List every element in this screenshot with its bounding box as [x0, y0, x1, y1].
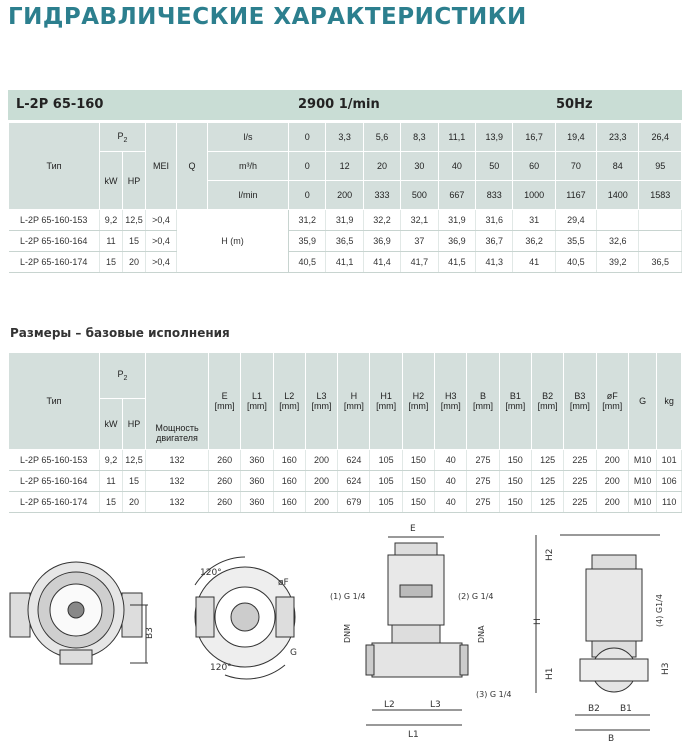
label-b3: B3	[145, 627, 155, 639]
dim-col-unit: [mm]	[408, 401, 429, 411]
kw-cell: 9,2	[100, 450, 123, 471]
type-cell: L-2P 65-160-164	[9, 471, 100, 492]
label-b1: B1	[620, 704, 632, 714]
dim-cell: 105	[370, 471, 402, 492]
label-h: H	[533, 618, 543, 625]
label-g1: (1) G 1/4	[330, 592, 366, 601]
dim-cell: 150	[499, 450, 531, 471]
dim-col-name: H	[350, 391, 358, 401]
flow-cell: 8,3	[401, 123, 438, 152]
dim-cell: 200	[305, 471, 337, 492]
kg-cell: 101	[657, 450, 682, 471]
kw-cell: 15	[100, 492, 123, 513]
head-cell: 32,2	[363, 210, 400, 231]
label-h1: H1	[545, 667, 555, 680]
dim-cell: 40	[435, 492, 467, 513]
dim-cell: 225	[564, 471, 596, 492]
flow-cell: 667	[438, 181, 475, 210]
flow-cell: 13,9	[476, 123, 513, 152]
dim-col-header	[305, 353, 337, 450]
head-cell: 41,7	[401, 252, 438, 273]
head-cell: 37	[401, 231, 438, 252]
label-b: B	[608, 734, 615, 744]
head-cell: 35,9	[289, 231, 326, 252]
label-g4: (4) G1/4	[655, 594, 664, 627]
label-b2: B2	[588, 704, 600, 714]
mei-cell: >0,4	[146, 252, 177, 273]
head-cell	[596, 210, 638, 231]
dim-cell: 160	[273, 492, 305, 513]
flow-cell: 70	[555, 152, 596, 181]
dim-col-name: L3	[316, 391, 327, 401]
head-cell: 39,2	[596, 252, 638, 273]
flow-cell: 84	[596, 152, 638, 181]
flow-cell: 30	[401, 152, 438, 181]
head-cell: 36,9	[363, 231, 400, 252]
flow-cell: 20	[363, 152, 400, 181]
dim-cell: 260	[209, 450, 241, 471]
dim-col-header	[402, 353, 434, 450]
type-cell: L-2P 65-160-153	[9, 210, 100, 231]
label-g2: (2) G 1/4	[458, 592, 494, 601]
head-cell: 31	[513, 210, 555, 231]
dim-col-header	[435, 353, 467, 450]
dim-cell: 105	[370, 450, 402, 471]
dim-col-name: L1	[251, 391, 262, 401]
label-h3: H3	[661, 662, 671, 675]
dim-col-unit: [mm]	[376, 401, 397, 411]
dim-col-unit: [mm]	[602, 401, 623, 411]
hp-cell: 20	[123, 252, 146, 273]
mei-cell: >0,4	[146, 210, 177, 231]
head-cell: 31,9	[438, 210, 475, 231]
flow-cell: 60	[513, 152, 555, 181]
dim-cell: 150	[499, 471, 531, 492]
flow-cell: 0	[289, 181, 326, 210]
dim-cell: 125	[531, 492, 563, 513]
hp-cell: 12,5	[123, 450, 146, 471]
dim-cell: 200	[305, 492, 337, 513]
hp-header: HP	[123, 152, 146, 210]
label-dna: DNA	[477, 625, 486, 643]
dim-col-name: B3	[574, 391, 586, 401]
head-cell: 41,3	[476, 252, 513, 273]
dim-cell: 40	[435, 450, 467, 471]
dimensions-table	[8, 352, 682, 513]
flow-cell: 1400	[596, 181, 638, 210]
kw-header: kW	[100, 152, 123, 210]
kw-cell: 15	[100, 252, 123, 273]
flow-cell: 95	[639, 152, 682, 181]
type-header: Тип	[9, 353, 100, 450]
head-cell: 31,9	[326, 210, 363, 231]
dim-cell: 105	[370, 492, 402, 513]
g-header: G	[628, 353, 656, 450]
type-cell: L-2P 65-160-164	[9, 231, 100, 252]
dim-cell: 260	[209, 492, 241, 513]
head-cell: 41,1	[326, 252, 363, 273]
label-e: E	[410, 524, 416, 534]
head-cell: 31,6	[476, 210, 513, 231]
dim-cell: 225	[564, 450, 596, 471]
hp-cell: 15	[123, 231, 146, 252]
motor-cell: 132	[146, 471, 209, 492]
speed-label: 2900 1/min	[298, 97, 380, 112]
head-cell: 32,6	[596, 231, 638, 252]
dim-cell: 160	[273, 471, 305, 492]
type-cell: L-2P 65-160-153	[9, 450, 100, 471]
kw-cell: 11	[100, 231, 123, 252]
dim-col-unit: [mm]	[537, 401, 558, 411]
pump-side-view	[366, 537, 468, 725]
dim-cell: 40	[435, 471, 467, 492]
head-cell: 35,5	[555, 231, 596, 252]
table-row	[9, 450, 682, 471]
dim-col-header	[499, 353, 531, 450]
dim-cell: 275	[467, 450, 499, 471]
dim-col-name: L2	[284, 391, 295, 401]
label-dnm: DNM	[343, 623, 352, 643]
head-cell: 29,4	[555, 210, 596, 231]
p2-header: $P_2$	[100, 353, 146, 399]
dim-col-name: B2	[542, 391, 554, 401]
flow-cell: 0	[289, 152, 326, 181]
flow-cell: 1167	[555, 181, 596, 210]
frequency-label: 50Hz	[556, 97, 593, 112]
dim-col-name: E	[221, 391, 228, 401]
flow-cell: 40	[438, 152, 475, 181]
motor-header: Мощность двигателя	[146, 353, 209, 450]
dim-col-name: øF	[606, 391, 618, 401]
g-cell: M10	[628, 450, 656, 471]
pump-elevation-view	[536, 535, 660, 730]
flow-cell: 23,3	[596, 123, 638, 152]
head-cell: 36,7	[476, 231, 513, 252]
dim-col-header	[241, 353, 273, 450]
flow-cell: 5,6	[363, 123, 400, 152]
dim-cell: 360	[241, 450, 273, 471]
head-cell: 36,9	[438, 231, 475, 252]
dim-col-header	[370, 353, 402, 450]
hp-cell: 12,5	[123, 210, 146, 231]
dim-cell: 260	[209, 471, 241, 492]
label-of: øF	[278, 578, 289, 588]
label-l3: L3	[430, 700, 441, 710]
motor-cell: 132	[146, 492, 209, 513]
flow-cell: 50	[476, 152, 513, 181]
dim-cell: 360	[241, 492, 273, 513]
dim-cell: 160	[273, 450, 305, 471]
unit-lmin: l/min	[208, 181, 289, 210]
dim-col-header	[531, 353, 563, 450]
hp-header: HP	[123, 399, 146, 450]
dim-col-unit: [mm]	[214, 401, 235, 411]
head-cell: 41,4	[363, 252, 400, 273]
dim-col-unit: [mm]	[569, 401, 590, 411]
head-cell: 36,2	[513, 231, 555, 252]
label-l1: L1	[408, 730, 419, 740]
dim-col-unit: [mm]	[505, 401, 526, 411]
kw-cell: 9,2	[100, 210, 123, 231]
label-l2: L2	[384, 700, 395, 710]
flow-cell: 12	[326, 152, 363, 181]
dim-col-unit: [mm]	[311, 401, 332, 411]
head-cell	[639, 231, 682, 252]
dim-cell: 624	[338, 450, 370, 471]
dim-col-header	[338, 353, 370, 450]
dim-cell: 275	[467, 471, 499, 492]
head-cell: 40,5	[289, 252, 326, 273]
dim-col-name: H2	[412, 391, 425, 401]
flow-cell: 26,4	[639, 123, 682, 152]
unit-ls: l/s	[208, 123, 289, 152]
dim-cell: 150	[499, 492, 531, 513]
kw-header: kW	[100, 399, 123, 450]
flow-cell: 11,1	[438, 123, 475, 152]
head-cell: 40,5	[555, 252, 596, 273]
flow-cell: 833	[476, 181, 513, 210]
dim-col-unit: [mm]	[279, 401, 300, 411]
dim-cell: 125	[531, 450, 563, 471]
dim-col-unit: [mm]	[473, 401, 494, 411]
dim-col-unit: [mm]	[440, 401, 461, 411]
table-row	[9, 252, 682, 273]
table-row	[9, 492, 682, 513]
dim-cell: 150	[402, 471, 434, 492]
dim-col-name: H3	[444, 391, 457, 401]
hp-cell: 20	[123, 492, 146, 513]
dim-col-unit: [mm]	[246, 401, 267, 411]
dim-col-header	[209, 353, 241, 450]
kg-cell: 106	[657, 471, 682, 492]
flow-cell: 500	[401, 181, 438, 210]
dim-col-header	[596, 353, 628, 450]
hydraulic-table	[8, 122, 682, 273]
flow-cell: 3,3	[326, 123, 363, 152]
head-cell: 36,5	[639, 252, 682, 273]
table-row	[9, 231, 682, 252]
table-row	[9, 210, 682, 231]
dim-col-unit: [mm]	[343, 401, 364, 411]
dim-cell: 275	[467, 492, 499, 513]
dim-col-name: H1	[380, 391, 392, 401]
head-cell: 32,1	[401, 210, 438, 231]
flow-cell: 200	[326, 181, 363, 210]
g-cell: M10	[628, 492, 656, 513]
unit-m3h: m³/h	[208, 152, 289, 181]
model-bar	[8, 90, 682, 120]
head-cell: 31,2	[289, 210, 326, 231]
dim-cell: 200	[305, 450, 337, 471]
flow-cell: 1583	[639, 181, 682, 210]
dim-col-header	[273, 353, 305, 450]
q-header: Q	[177, 123, 208, 210]
kg-cell: 110	[657, 492, 682, 513]
kg-header: kg	[657, 353, 682, 450]
dim-cell: 225	[564, 492, 596, 513]
dim-cell: 200	[596, 471, 628, 492]
mei-header: MEI	[146, 123, 177, 210]
model-name: L-2P 65-160	[16, 97, 104, 112]
head-cell: 41,5	[438, 252, 475, 273]
dim-cell: 200	[596, 450, 628, 471]
g-cell: M10	[628, 471, 656, 492]
label-g: G	[290, 648, 297, 658]
type-header: Тип	[9, 123, 100, 210]
dim-col-name: B1	[509, 391, 521, 401]
head-cell	[639, 210, 682, 231]
dim-cell: 150	[402, 450, 434, 471]
flow-cell: 333	[363, 181, 400, 210]
section-subtitle: Размеры – базовые исполнения	[10, 326, 230, 340]
dim-cell: 360	[241, 471, 273, 492]
dim-col-header	[467, 353, 499, 450]
label-h2: H2	[545, 548, 555, 561]
dim-col-header	[564, 353, 596, 450]
dim-cell: 150	[402, 492, 434, 513]
hp-cell: 15	[123, 471, 146, 492]
flow-cell: 19,4	[555, 123, 596, 152]
dim-cell: 679	[338, 492, 370, 513]
flow-cell: 0	[289, 123, 326, 152]
pump-front-view	[10, 562, 148, 664]
head-cell: 36,5	[326, 231, 363, 252]
motor-cell: 132	[146, 450, 209, 471]
dim-cell: 624	[338, 471, 370, 492]
mei-cell: >0,4	[146, 231, 177, 252]
kw-cell: 11	[100, 471, 123, 492]
flow-cell: 16,7	[513, 123, 555, 152]
flow-cell: 1000	[513, 181, 555, 210]
label-120-top: 120°	[200, 568, 222, 578]
page-title: ГИДРАВЛИЧЕСКИЕ ХАРАКТЕРИСТИКИ	[8, 4, 527, 30]
label-g3: (3) G 1/4	[476, 690, 512, 699]
type-cell: L-2P 65-160-174	[9, 492, 100, 513]
pump-drawings	[0, 515, 690, 745]
label-120-bottom: 120°	[210, 663, 232, 673]
dim-col-name: B	[480, 391, 487, 401]
dim-cell: 125	[531, 471, 563, 492]
head-cell: 41	[513, 252, 555, 273]
table-row	[9, 471, 682, 492]
type-cell: L-2P 65-160-174	[9, 252, 100, 273]
head-label: H (m)	[177, 210, 289, 273]
p2-header: $P_2$	[100, 123, 146, 152]
dim-cell: 200	[596, 492, 628, 513]
